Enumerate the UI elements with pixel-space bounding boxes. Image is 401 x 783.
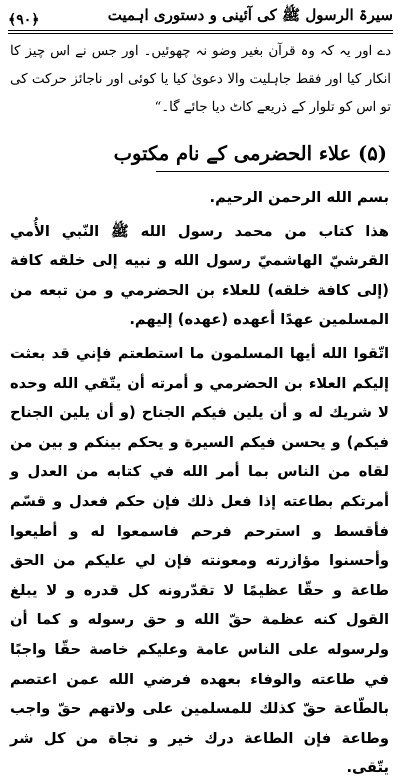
running-head	[8, 4, 393, 28]
section-heading-underline	[156, 171, 389, 172]
page-number: ﴿۹۰﴾	[8, 12, 40, 28]
running-head-title: سیرۃ الرسول ﷺ کی آئینی و دستوری اہمیت	[107, 6, 393, 24]
section-heading	[6, 136, 389, 176]
urdu-continuation-text: دے اور یہ کہ وہ قرآن بغیر وضو نہ چھوئیں۔ اور جس نے اس چیز کا انکار کیا اور فقط جاہلیت والا دعویٰ کیا یا کوئی اور ناجائز حرکت کی تو اس کو تلوار کے ذریعے کاٹ دیا جائے گا۔“	[10, 44, 391, 115]
header-rule	[8, 30, 393, 31]
section-heading-text: (۵) علاء الحضرمی کے نام مکتوب	[113, 142, 387, 165]
basmala: بسم الله الرحمن الرحيم.	[209, 189, 389, 206]
header-rule-secondary	[8, 33, 393, 34]
letter-body	[10, 183, 389, 783]
letter-paragraph-1: هذا كتاب من محمد رسول الله ﷺ النّبي الأُمي القرشيّ الهاشميّ رسول الله و نبيه إلى خلقه كافة (إلى كافة خلقه) للعلاء بن الحضرمي و من تبعه من المسلمين عهدًا أعهده (عهده) إليهم.	[10, 222, 389, 329]
letter-paragraph-2: اتّقوا الله أيها المسلمون ما استطعتم فإني قد بعثت إليكم العلاء بن الحضرمي و أمرته أن يتّقي الله وحده لا شريك له و أن يلين فيكم الجناح (و أن يلين الجناح فيكم) و يحسن فيكم السيرة و يحكم بينكم و بين من لقاه من الناس بما أمر الله في كتابه من العدل و أمرتكم بطاعته إذا فعل ذلك فإن حكم فعدل و قسّم فأقسط و استرحم فرحم فاسمعوا له و أطيعوا وأحسنوا مؤازرته ومعونته فإن لي عليكم من الحق طاعة و حقّا عظيمًا لا تقدّرونه كل قدره و لا يبلغ القول كنه عظمة حقّ الله و حق رسوله و كما أن ولرسوله على الناس عامة وعليكم خاصة حقّا واجبًا في طاعته والوفاء بعهده فرضي الله عمن اعتصم بالطّاعة حقّ كذلك للمسلمين على ولاتهم حقّ واجب وطاعة فإن الطاعة درك خير و نجاة من كل شر يتّقى.	[10, 344, 389, 777]
